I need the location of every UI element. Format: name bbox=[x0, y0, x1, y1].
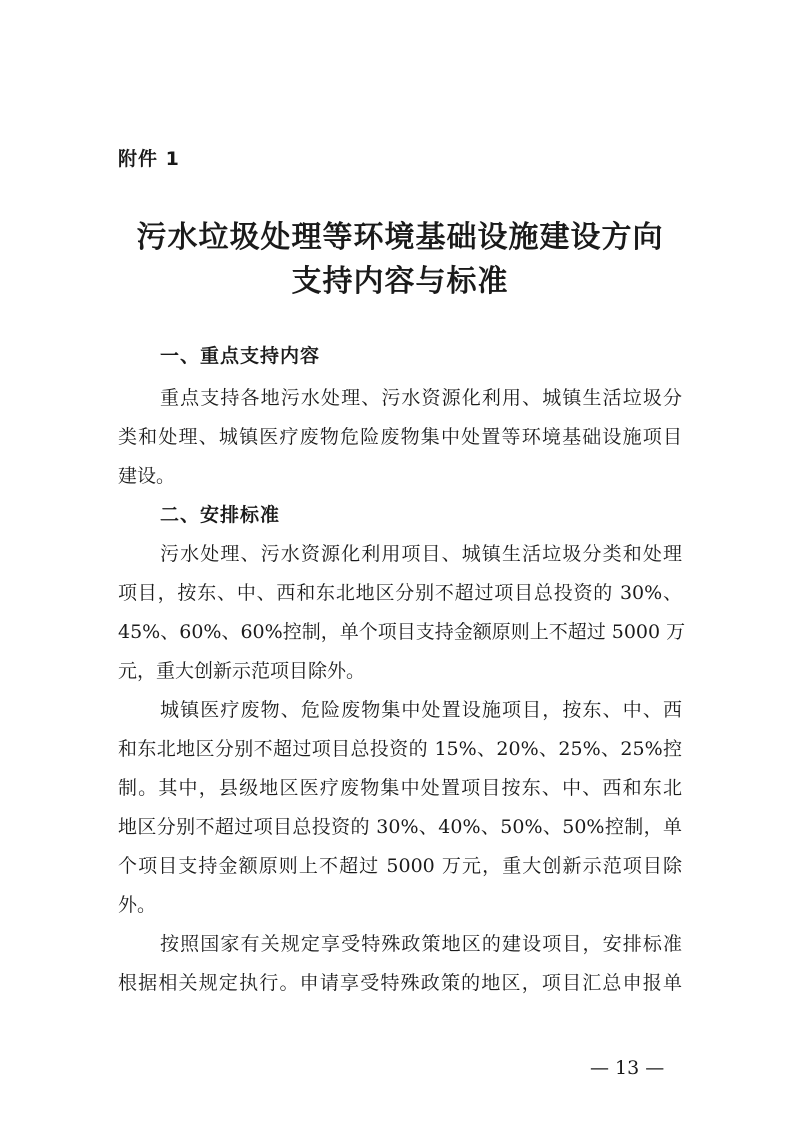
paragraph-line: 制。其中，县级地区医疗废物集中处置项目按东、中、西和东北 bbox=[118, 777, 682, 799]
paragraph-line: 按照国家有关规定享受特殊政策地区的建设项目，安排标准 bbox=[160, 933, 682, 955]
paragraph-line: 类和处理、城镇医疗废物危险废物集中处置等环境基础设施项目 bbox=[118, 426, 682, 448]
paragraph-line: 重点支持各地污水处理、污水资源化利用、城镇生活垃圾分 bbox=[160, 387, 682, 409]
paragraph-line: 根据相关规定执行。申请享受特殊政策的地区，项目汇总申报单 bbox=[118, 972, 682, 994]
paragraph-line: 项目，按东、中、西和东北地区分别不超过项目总投资的 30%、 bbox=[118, 582, 682, 604]
paragraph-line: 个项目支持金额原则上不超过 5000 万元，重大创新示范项目除 bbox=[118, 855, 682, 877]
paragraph-line: 外。 bbox=[118, 894, 157, 916]
paragraph-line: 污水处理、污水资源化利用项目、城镇生活垃圾分类和处理 bbox=[160, 543, 682, 565]
section-1-heading: 一、重点支持内容 bbox=[160, 345, 321, 367]
document-title-line-2: 支持内容与标准 bbox=[291, 264, 509, 299]
section-2-heading: 二、安排标准 bbox=[160, 504, 281, 526]
page-number: — 13 — bbox=[590, 1057, 665, 1079]
paragraph-line: 元，重大创新示范项目除外。 bbox=[118, 660, 366, 682]
paragraph-line: 建设。 bbox=[118, 465, 176, 487]
paragraph-line: 45%、60%、60%控制，单个项目支持金额原则上不超过 5000 万 bbox=[118, 621, 686, 643]
paragraph-line: 城镇医疗废物、危险废物集中处置设施项目，按东、中、西 bbox=[160, 699, 682, 721]
attachment-label: 附件 1 bbox=[118, 148, 180, 170]
document-title-line-1: 污水垃圾处理等环境基础设施建设方向 bbox=[136, 220, 664, 255]
paragraph-line: 地区分别不超过项目总投资的 30%、40%、50%、50%控制，单 bbox=[118, 816, 682, 838]
paragraph-line: 和东北地区分别不超过项目总投资的 15%、20%、25%、25%控 bbox=[118, 738, 682, 760]
